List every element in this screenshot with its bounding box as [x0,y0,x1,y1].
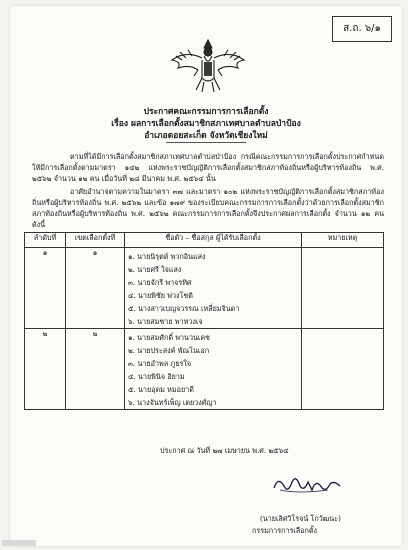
table-row [25,248,384,329]
announcement-title: ประกาศคณะกรรมการการเลือกตั้ง [143,107,269,117]
announcement-location: อำเภอดอยสะเก็ด จังหวัดเชียงใหม่ [144,131,268,141]
row-order: ๒ [25,329,66,410]
row-district: ๑ [66,248,125,329]
signer-position: กรรมการการเลือกตั้ง [252,526,318,535]
candidate-name: ๒. นายศรี ใจแสง [128,265,182,274]
header-order: ลำดับที่ [25,233,66,248]
header-district: เขตเลือกตั้งที่ [66,233,125,248]
corner-watermark [2,540,36,546]
row-note [302,329,384,410]
header-note: หมายเหตุ [302,233,384,248]
candidate-list [125,248,302,329]
candidate-name: ๖. นางจันทร์เพ็ญ เตยวงศ์ญา [128,398,217,407]
candidate-name: ๕. นายอุดม หมอยาดี [128,385,194,394]
row-order: ๑ [25,248,66,329]
header-divider [166,142,246,143]
paragraph-2: อาศัยอำนาจตามความในมาตรา ๓๗ และมาตรา ๑๐๒ แห่งพระราชบัญญัติการเลือกตั้งสมาชิกสภาท้องถิ่นหรือผู้บริหารท้องถิ่น พ.ศ. ๒๕๖๒ และข้อ ๑๗๙ ของระเบียบคณะกรรมการการเลือกตั้งว่าด้วยการเลือกตั้งสมาชิกสภาท้องถิ่นหรือผู้บริหารท้องถิ่น พ.ศ. ๒๕๖๒ คณะกรรมการการเลือกตั้งจึงประกาศผลการเลือกตั้ง จำนวน ๑๒ คน ดังนี้ [32,187,384,229]
header-name: ชื่อตัว – ชื่อสกุล ผู้ได้รับเลือกตั้ง [125,233,302,248]
announcement-date: ประกาศ ณ วันที่ ๒๗ เมษายน พ.ศ. ๒๕๖๔ [160,446,289,455]
form-code-box: ส.ถ. ๖/๑ [332,16,392,42]
results-table-header [25,233,384,248]
candidate-name: ๔. นายพินิจ อิยาม [128,372,185,381]
paragraph-1: ตามที่ได้มีการเลือกตั้งสมาชิกสภาเทศบาลตำบลป่าป้อง กรณีคณะกรรมการการเลือกตั้งประกาศกำหนดให้มีการเลือกตั้งตามมาตรา ๑๔๒ แห่งพระราชบัญญัติการเลือกตั้งสมาชิกสภาท้องถิ่นหรือผู้บริหารท้องถิ่น พ.ศ. ๒๕๖๒ จำนวน ๑๒ คน เมื่อวันที่ ๒๘ มีนาคม พ.ศ. ๒๕๖๔ นั้น [32,152,384,183]
row-district: ๒ [66,329,125,410]
candidate-name: ๑. นายนิรุตต์ พวกอินแสง [128,252,206,261]
candidate-name: ๓. นายอำพล ภูธรใจ [128,359,192,368]
table-row [25,329,384,410]
announcement-page [10,6,402,546]
garuda-emblem [168,36,248,96]
candidate-name: ๔. นายพิชัย พ่วงโชติ [128,291,193,300]
handwritten-signature [268,470,348,498]
results-table [24,232,384,410]
row-note [302,248,384,329]
candidate-name: ๖. นายสมชาย พาหวงเจ [128,317,203,326]
candidate-list [125,329,302,410]
signer-name: (นายเลิศวิโรจน์ โกวัฒนะ) [260,514,341,523]
candidate-name: ๕. นางสาวเบญจวรรณ เหลี่ยมจินดา [128,304,240,313]
announcement-subject: เรื่อง ผลการเลือกตั้งสมาชิกสภาเทศบาลตำบลป่าป้อง [111,119,301,129]
candidate-name: ๑. นายสมศักดิ์ พานวนเคช [128,333,211,342]
candidate-name: ๒. นายประสงค์ พัณโนเอก [128,346,210,355]
candidate-name: ๓. นายจักรี พาจรทิศ [128,278,192,287]
